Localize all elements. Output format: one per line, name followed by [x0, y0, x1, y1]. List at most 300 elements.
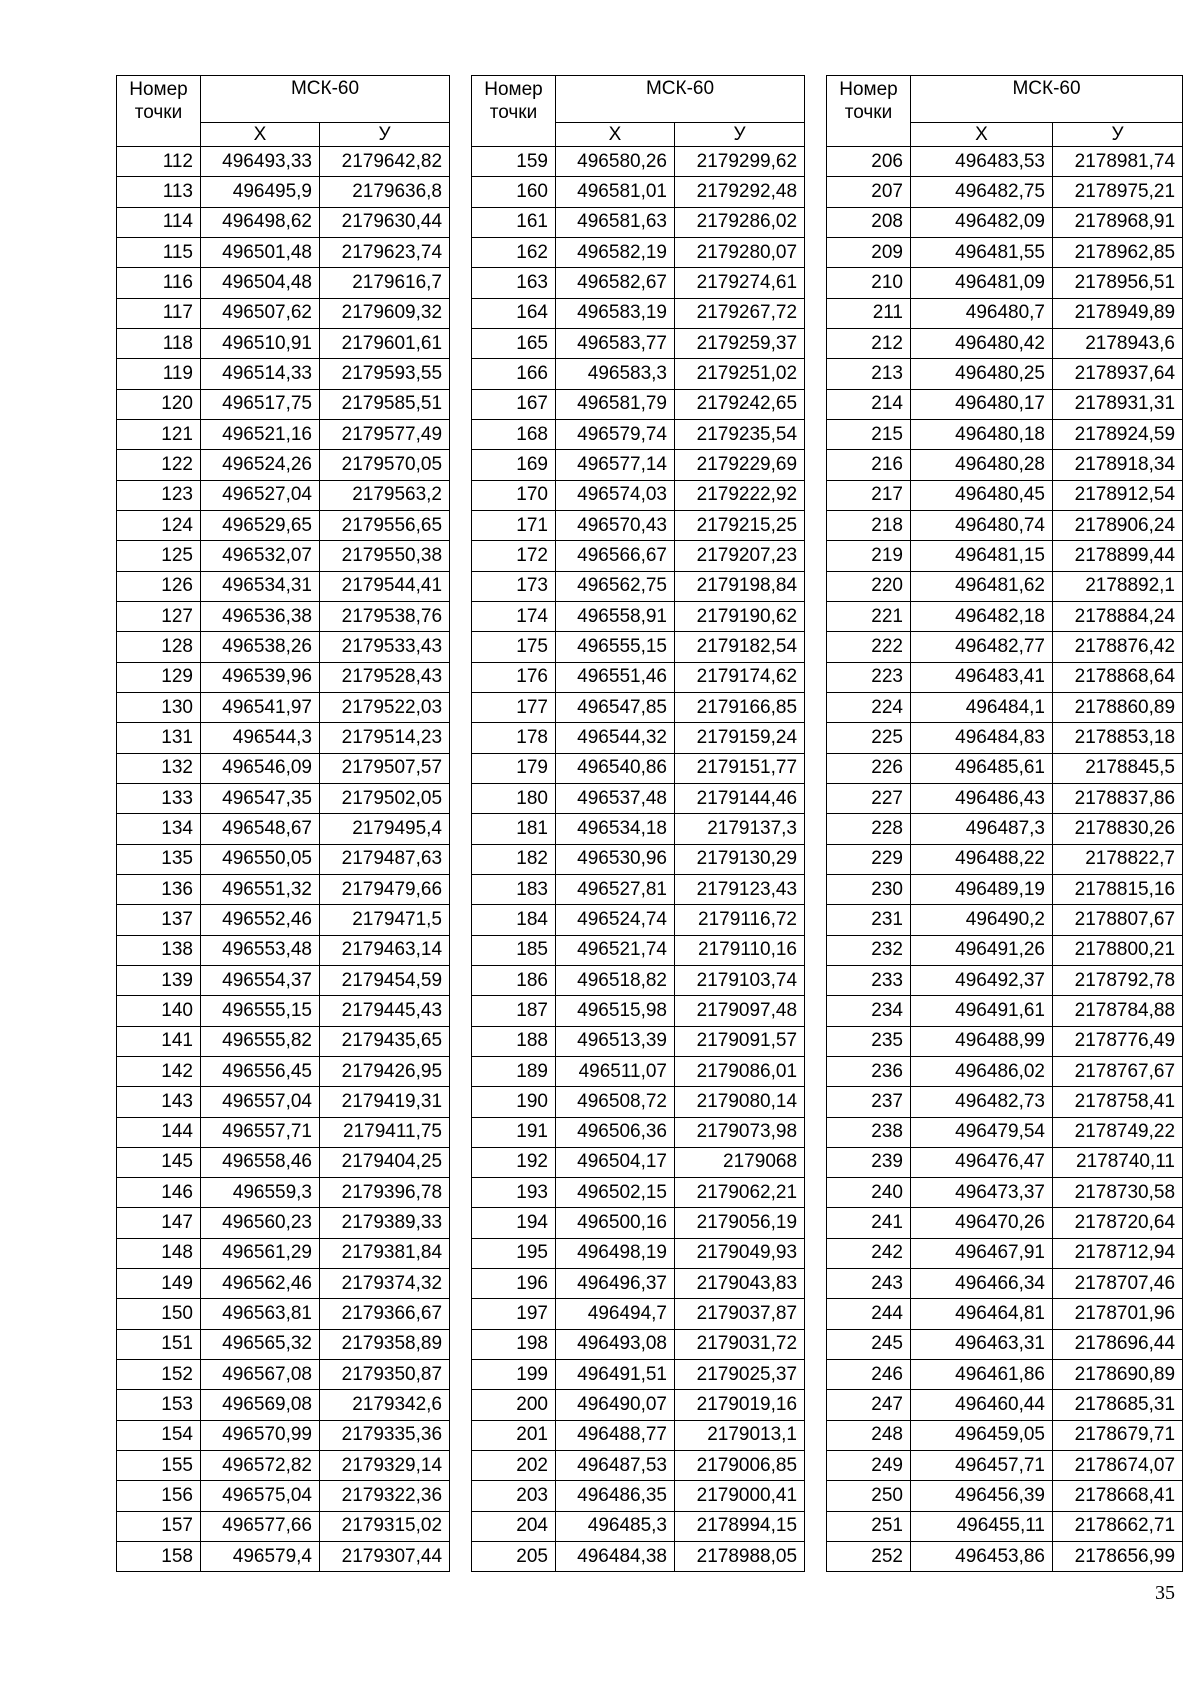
point-number-cell: 210 — [827, 268, 911, 298]
point-number-cell: 226 — [827, 753, 911, 783]
y-coordinate-cell: 2179097,48 — [675, 996, 805, 1026]
table-row — [827, 541, 1183, 571]
point-number-cell: 217 — [827, 480, 911, 510]
y-coordinate-cell: 2179215,25 — [675, 510, 805, 540]
point-number-cell: 123 — [117, 480, 201, 510]
table-row — [827, 814, 1183, 844]
point-number-cell: 139 — [117, 965, 201, 995]
y-coordinate-cell: 2179479,66 — [320, 874, 450, 904]
x-coordinate-cell: 496529,65 — [201, 510, 320, 540]
y-header: У — [675, 123, 805, 147]
table-row — [117, 1178, 450, 1208]
table-row — [117, 359, 450, 389]
x-coordinate-cell: 496484,83 — [911, 723, 1053, 753]
x-coordinate-cell: 496569,08 — [201, 1390, 320, 1420]
point-number-cell: 203 — [472, 1481, 556, 1511]
y-coordinate-cell: 2178701,96 — [1053, 1299, 1183, 1329]
x-coordinate-cell: 496530,96 — [556, 844, 675, 874]
x-coordinate-cell: 496536,38 — [201, 601, 320, 631]
x-coordinate-cell: 496579,74 — [556, 419, 675, 449]
x-coordinate-cell: 496481,55 — [911, 237, 1053, 267]
x-coordinate-cell: 496493,33 — [201, 147, 320, 177]
y-coordinate-cell: 2179242,65 — [675, 389, 805, 419]
x-coordinate-cell: 496483,53 — [911, 147, 1053, 177]
x-coordinate-cell: 496486,35 — [556, 1481, 675, 1511]
x-coordinate-cell: 496459,05 — [911, 1420, 1053, 1450]
table-row — [827, 783, 1183, 813]
x-coordinate-cell: 496551,32 — [201, 874, 320, 904]
x-coordinate-cell: 496558,46 — [201, 1147, 320, 1177]
point-number-cell: 148 — [117, 1238, 201, 1268]
y-coordinate-cell: 2179616,7 — [320, 268, 450, 298]
table-row — [827, 1360, 1183, 1390]
x-coordinate-cell: 496581,63 — [556, 207, 675, 237]
table-row — [117, 450, 450, 480]
x-coordinate-cell: 496494,7 — [556, 1299, 675, 1329]
y-coordinate-cell: 2178956,51 — [1053, 268, 1183, 298]
x-coordinate-cell: 496515,98 — [556, 996, 675, 1026]
x-coordinate-cell: 496560,23 — [201, 1208, 320, 1238]
y-coordinate-cell: 2179292,48 — [675, 177, 805, 207]
x-coordinate-cell: 496555,15 — [556, 632, 675, 662]
x-coordinate-cell: 496481,62 — [911, 571, 1053, 601]
y-coordinate-cell: 2179159,24 — [675, 723, 805, 753]
point-number-cell: 191 — [472, 1117, 556, 1147]
x-coordinate-cell: 496574,03 — [556, 480, 675, 510]
x-coordinate-cell: 496507,62 — [201, 298, 320, 328]
table-row — [827, 207, 1183, 237]
x-coordinate-cell: 496583,19 — [556, 298, 675, 328]
point-number-cell: 208 — [827, 207, 911, 237]
table-row — [827, 510, 1183, 540]
y-coordinate-cell: 2178937,64 — [1053, 359, 1183, 389]
table-row — [472, 753, 805, 783]
x-coordinate-cell: 496480,17 — [911, 389, 1053, 419]
y-coordinate-cell: 2178800,21 — [1053, 935, 1183, 965]
point-number-cell: 249 — [827, 1451, 911, 1481]
y-coordinate-cell: 2179110,16 — [675, 935, 805, 965]
point-number-cell: 140 — [117, 996, 201, 1026]
table-row — [117, 298, 450, 328]
point-number-cell: 230 — [827, 874, 911, 904]
point-number-cell: 160 — [472, 177, 556, 207]
table-row — [472, 996, 805, 1026]
table-row — [117, 1026, 450, 1056]
point-number-cell: 220 — [827, 571, 911, 601]
x-coordinate-cell: 496559,3 — [201, 1178, 320, 1208]
coordinates-table-1 — [116, 75, 450, 1572]
y-coordinate-cell: 2178668,41 — [1053, 1481, 1183, 1511]
table-row — [472, 419, 805, 449]
table-body — [472, 147, 805, 1572]
table-row — [472, 1451, 805, 1481]
x-coordinate-cell: 496456,39 — [911, 1481, 1053, 1511]
point-number-cell: 198 — [472, 1329, 556, 1359]
table-row — [827, 692, 1183, 722]
x-coordinate-cell: 496464,81 — [911, 1299, 1053, 1329]
x-header: Х — [911, 123, 1053, 147]
point-number-cell: 129 — [117, 662, 201, 692]
point-number-cell: 206 — [827, 147, 911, 177]
point-number-cell: 161 — [472, 207, 556, 237]
point-number-cell: 205 — [472, 1542, 556, 1572]
point-number-cell: 235 — [827, 1026, 911, 1056]
point-number-cell: 231 — [827, 905, 911, 935]
y-coordinate-cell: 2179235,54 — [675, 419, 805, 449]
point-number-cell: 141 — [117, 1026, 201, 1056]
table-row — [472, 905, 805, 935]
x-coordinate-cell: 496453,86 — [911, 1542, 1053, 1572]
point-number-cell: 187 — [472, 996, 556, 1026]
y-coordinate-cell: 2178807,67 — [1053, 905, 1183, 935]
point-number-cell: 185 — [472, 935, 556, 965]
point-number-header — [827, 76, 911, 147]
table-row — [827, 723, 1183, 753]
x-coordinate-cell: 496455,11 — [911, 1511, 1053, 1541]
point-number-cell: 227 — [827, 783, 911, 813]
y-coordinate-cell: 2179538,76 — [320, 601, 450, 631]
x-coordinate-cell: 496534,31 — [201, 571, 320, 601]
point-number-cell: 202 — [472, 1451, 556, 1481]
y-coordinate-cell: 2178792,78 — [1053, 965, 1183, 995]
table-row — [827, 480, 1183, 510]
table-row — [117, 268, 450, 298]
y-coordinate-cell: 2178845,5 — [1053, 753, 1183, 783]
point-number-cell: 199 — [472, 1360, 556, 1390]
point-number-cell: 180 — [472, 783, 556, 813]
y-coordinate-cell: 2178876,42 — [1053, 632, 1183, 662]
y-coordinate-cell: 2179151,77 — [675, 753, 805, 783]
y-coordinate-cell: 2179080,14 — [675, 1087, 805, 1117]
y-coordinate-cell: 2178730,58 — [1053, 1178, 1183, 1208]
x-header: Х — [556, 123, 675, 147]
table-row — [472, 389, 805, 419]
table-row — [117, 1238, 450, 1268]
point-number-cell: 112 — [117, 147, 201, 177]
y-coordinate-cell: 2178884,24 — [1053, 601, 1183, 631]
y-coordinate-cell: 2179381,84 — [320, 1238, 450, 1268]
point-number-cell: 184 — [472, 905, 556, 935]
table-row — [472, 1117, 805, 1147]
table-row — [117, 1481, 450, 1511]
y-coordinate-cell: 2179593,55 — [320, 359, 450, 389]
point-number-cell: 131 — [117, 723, 201, 753]
table-row — [472, 207, 805, 237]
table-row — [117, 753, 450, 783]
table-row — [472, 1542, 805, 1572]
table-row — [117, 1420, 450, 1450]
point-number-cell: 128 — [117, 632, 201, 662]
table-row — [472, 1147, 805, 1177]
point-number-cell: 239 — [827, 1147, 911, 1177]
point-number-cell: 194 — [472, 1208, 556, 1238]
point-number-cell: 209 — [827, 237, 911, 267]
x-coordinate-cell: 496521,74 — [556, 935, 675, 965]
x-coordinate-cell: 496550,05 — [201, 844, 320, 874]
table-body — [827, 147, 1183, 1572]
x-coordinate-cell: 496493,08 — [556, 1329, 675, 1359]
table-row — [827, 1329, 1183, 1359]
table-row — [117, 147, 450, 177]
coord-system-header: МСК-60 — [201, 76, 450, 123]
y-coordinate-cell: 2179198,84 — [675, 571, 805, 601]
x-coordinate-cell: 496582,19 — [556, 237, 675, 267]
point-number-cell: 178 — [472, 723, 556, 753]
y-coordinate-cell: 2179286,02 — [675, 207, 805, 237]
y-coordinate-cell: 2179454,59 — [320, 965, 450, 995]
x-coordinate-cell: 496524,74 — [556, 905, 675, 935]
point-number-cell: 114 — [117, 207, 201, 237]
table-row — [827, 1542, 1183, 1572]
table-row — [827, 450, 1183, 480]
table-row — [472, 480, 805, 510]
y-coordinate-cell: 2179166,85 — [675, 692, 805, 722]
point-number-cell: 182 — [472, 844, 556, 874]
x-coordinate-cell: 496552,46 — [201, 905, 320, 935]
y-coordinate-cell: 2179585,51 — [320, 389, 450, 419]
table-row — [472, 541, 805, 571]
x-coordinate-cell: 496487,53 — [556, 1451, 675, 1481]
x-coordinate-cell: 496480,25 — [911, 359, 1053, 389]
point-number-cell: 179 — [472, 753, 556, 783]
y-coordinate-cell: 2179123,43 — [675, 874, 805, 904]
y-coordinate-cell: 2178674,07 — [1053, 1451, 1183, 1481]
x-coordinate-cell: 496481,15 — [911, 541, 1053, 571]
point-number-cell: 154 — [117, 1420, 201, 1450]
point-number-cell: 118 — [117, 328, 201, 358]
x-coordinate-cell: 496554,37 — [201, 965, 320, 995]
x-coordinate-cell: 496461,86 — [911, 1360, 1053, 1390]
x-coordinate-cell: 496537,48 — [556, 783, 675, 813]
point-number-cell: 242 — [827, 1238, 911, 1268]
y-coordinate-cell: 2179006,85 — [675, 1451, 805, 1481]
table-row — [117, 935, 450, 965]
table-row — [472, 237, 805, 267]
x-coordinate-cell: 496580,26 — [556, 147, 675, 177]
y-coordinate-cell: 2178656,99 — [1053, 1542, 1183, 1572]
y-coordinate-cell: 2179056,19 — [675, 1208, 805, 1238]
point-number-cell: 155 — [117, 1451, 201, 1481]
table-row — [117, 905, 450, 935]
point-number-cell: 145 — [117, 1147, 201, 1177]
table-row — [117, 1360, 450, 1390]
x-coordinate-cell: 496566,67 — [556, 541, 675, 571]
page-number: 35 — [1155, 1582, 1175, 1604]
table-row — [472, 783, 805, 813]
x-coordinate-cell: 496480,7 — [911, 298, 1053, 328]
table-row — [472, 1481, 805, 1511]
table-row — [827, 601, 1183, 631]
point-number-cell: 247 — [827, 1390, 911, 1420]
point-number-cell: 165 — [472, 328, 556, 358]
x-coordinate-cell: 496484,38 — [556, 1542, 675, 1572]
table-row — [827, 1420, 1183, 1450]
x-coordinate-cell: 496583,77 — [556, 328, 675, 358]
y-coordinate-cell: 2178662,71 — [1053, 1511, 1183, 1541]
table-row — [117, 965, 450, 995]
point-number-cell: 136 — [117, 874, 201, 904]
point-number-cell: 251 — [827, 1511, 911, 1541]
point-number-cell: 196 — [472, 1269, 556, 1299]
table-row — [827, 419, 1183, 449]
table-row — [117, 1087, 450, 1117]
x-coordinate-cell: 496557,04 — [201, 1087, 320, 1117]
y-coordinate-cell: 2179229,69 — [675, 450, 805, 480]
point-number-cell: 119 — [117, 359, 201, 389]
point-number-cell: 176 — [472, 662, 556, 692]
x-coordinate-cell: 496557,71 — [201, 1117, 320, 1147]
table-row — [117, 1299, 450, 1329]
point-number-cell: 241 — [827, 1208, 911, 1238]
point-number-cell: 219 — [827, 541, 911, 571]
y-coordinate-cell: 2178975,21 — [1053, 177, 1183, 207]
x-coordinate-cell: 496476,47 — [911, 1147, 1053, 1177]
x-coordinate-cell: 496546,09 — [201, 753, 320, 783]
coordinates-table-3 — [826, 75, 1183, 1572]
table-row — [472, 147, 805, 177]
point-number-cell: 234 — [827, 996, 911, 1026]
x-coordinate-cell: 496539,96 — [201, 662, 320, 692]
point-number-cell: 134 — [117, 814, 201, 844]
y-coordinate-cell: 2178981,74 — [1053, 147, 1183, 177]
y-coordinate-cell: 2178899,44 — [1053, 541, 1183, 571]
y-coordinate-cell: 2179495,4 — [320, 814, 450, 844]
table-row — [117, 207, 450, 237]
table-row — [117, 601, 450, 631]
table-row — [117, 1542, 450, 1572]
point-number-cell: 168 — [472, 419, 556, 449]
point-number-cell: 246 — [827, 1360, 911, 1390]
y-header: У — [320, 123, 450, 147]
y-coordinate-cell: 2179073,98 — [675, 1117, 805, 1147]
coord-system-header: МСК-60 — [911, 76, 1183, 123]
x-coordinate-cell: 496518,82 — [556, 965, 675, 995]
x-coordinate-cell: 496504,17 — [556, 1147, 675, 1177]
y-coordinate-cell: 2178949,89 — [1053, 298, 1183, 328]
table-row — [827, 177, 1183, 207]
x-coordinate-cell: 496473,37 — [911, 1178, 1053, 1208]
y-coordinate-cell: 2179642,82 — [320, 147, 450, 177]
point-number-cell: 189 — [472, 1056, 556, 1086]
y-coordinate-cell: 2178994,15 — [675, 1511, 805, 1541]
y-coordinate-cell: 2179251,02 — [675, 359, 805, 389]
table-row — [827, 1269, 1183, 1299]
y-coordinate-cell: 2179570,05 — [320, 450, 450, 480]
point-number-header — [117, 76, 201, 147]
x-coordinate-cell: 496544,3 — [201, 723, 320, 753]
table-row — [827, 359, 1183, 389]
point-number-cell: 124 — [117, 510, 201, 540]
table-row — [472, 298, 805, 328]
point-number-cell: 144 — [117, 1117, 201, 1147]
y-coordinate-cell: 2178892,1 — [1053, 571, 1183, 601]
x-coordinate-cell: 496577,66 — [201, 1511, 320, 1541]
point-number-cell: 116 — [117, 268, 201, 298]
table-row — [827, 237, 1183, 267]
x-coordinate-cell: 496582,67 — [556, 268, 675, 298]
table-row — [472, 1299, 805, 1329]
x-coordinate-cell: 496480,42 — [911, 328, 1053, 358]
x-coordinate-cell: 496492,37 — [911, 965, 1053, 995]
y-coordinate-cell: 2179366,67 — [320, 1299, 450, 1329]
y-coordinate-cell: 2178906,24 — [1053, 510, 1183, 540]
header-line-2: точки — [134, 102, 183, 123]
y-coordinate-cell: 2179299,62 — [675, 147, 805, 177]
table-row — [827, 1117, 1183, 1147]
table-row — [827, 1208, 1183, 1238]
point-number-cell: 195 — [472, 1238, 556, 1268]
y-coordinate-cell: 2179315,02 — [320, 1511, 450, 1541]
x-coordinate-cell: 496583,3 — [556, 359, 675, 389]
x-coordinate-cell: 496501,48 — [201, 237, 320, 267]
x-coordinate-cell: 496555,82 — [201, 1026, 320, 1056]
point-number-cell: 244 — [827, 1299, 911, 1329]
y-coordinate-cell: 2178918,34 — [1053, 450, 1183, 480]
x-header: Х — [201, 123, 320, 147]
y-coordinate-cell: 2179342,6 — [320, 1390, 450, 1420]
x-coordinate-cell: 496577,14 — [556, 450, 675, 480]
x-coordinate-cell: 496482,73 — [911, 1087, 1053, 1117]
point-number-cell: 201 — [472, 1420, 556, 1450]
table-row — [117, 1511, 450, 1541]
x-coordinate-cell: 496532,07 — [201, 541, 320, 571]
y-coordinate-cell: 2179116,72 — [675, 905, 805, 935]
x-coordinate-cell: 496457,71 — [911, 1451, 1053, 1481]
x-coordinate-cell: 496466,34 — [911, 1269, 1053, 1299]
x-coordinate-cell: 496495,9 — [201, 177, 320, 207]
table-row — [117, 328, 450, 358]
table-row — [827, 1147, 1183, 1177]
x-coordinate-cell: 496551,46 — [556, 662, 675, 692]
x-coordinate-cell: 496581,79 — [556, 389, 675, 419]
x-coordinate-cell: 496487,3 — [911, 814, 1053, 844]
x-coordinate-cell: 496556,45 — [201, 1056, 320, 1086]
y-coordinate-cell: 2178690,89 — [1053, 1360, 1183, 1390]
x-coordinate-cell: 496488,77 — [556, 1420, 675, 1450]
x-coordinate-cell: 496467,91 — [911, 1238, 1053, 1268]
y-coordinate-cell: 2179144,46 — [675, 783, 805, 813]
y-coordinate-cell: 2178758,41 — [1053, 1087, 1183, 1117]
table-row — [827, 1056, 1183, 1086]
point-number-cell: 237 — [827, 1087, 911, 1117]
table-row — [472, 601, 805, 631]
y-coordinate-cell: 2178712,94 — [1053, 1238, 1183, 1268]
point-number-cell: 193 — [472, 1178, 556, 1208]
point-number-cell: 212 — [827, 328, 911, 358]
point-number-cell: 159 — [472, 147, 556, 177]
table-row — [472, 1178, 805, 1208]
y-coordinate-cell: 2179636,8 — [320, 177, 450, 207]
x-coordinate-cell: 496480,28 — [911, 450, 1053, 480]
table-row — [117, 1056, 450, 1086]
point-number-cell: 132 — [117, 753, 201, 783]
y-coordinate-cell: 2179049,93 — [675, 1238, 805, 1268]
table-row — [117, 177, 450, 207]
table-row — [472, 1390, 805, 1420]
x-coordinate-cell: 496485,61 — [911, 753, 1053, 783]
y-coordinate-cell: 2178784,88 — [1053, 996, 1183, 1026]
y-coordinate-cell: 2179086,01 — [675, 1056, 805, 1086]
y-coordinate-cell: 2178988,05 — [675, 1542, 805, 1572]
y-coordinate-cell: 2179528,43 — [320, 662, 450, 692]
point-number-cell: 252 — [827, 1542, 911, 1572]
table-row — [117, 541, 450, 571]
table-row — [117, 571, 450, 601]
table-row — [472, 935, 805, 965]
point-number-cell: 183 — [472, 874, 556, 904]
point-number-cell: 167 — [472, 389, 556, 419]
point-number-cell: 158 — [117, 1542, 201, 1572]
